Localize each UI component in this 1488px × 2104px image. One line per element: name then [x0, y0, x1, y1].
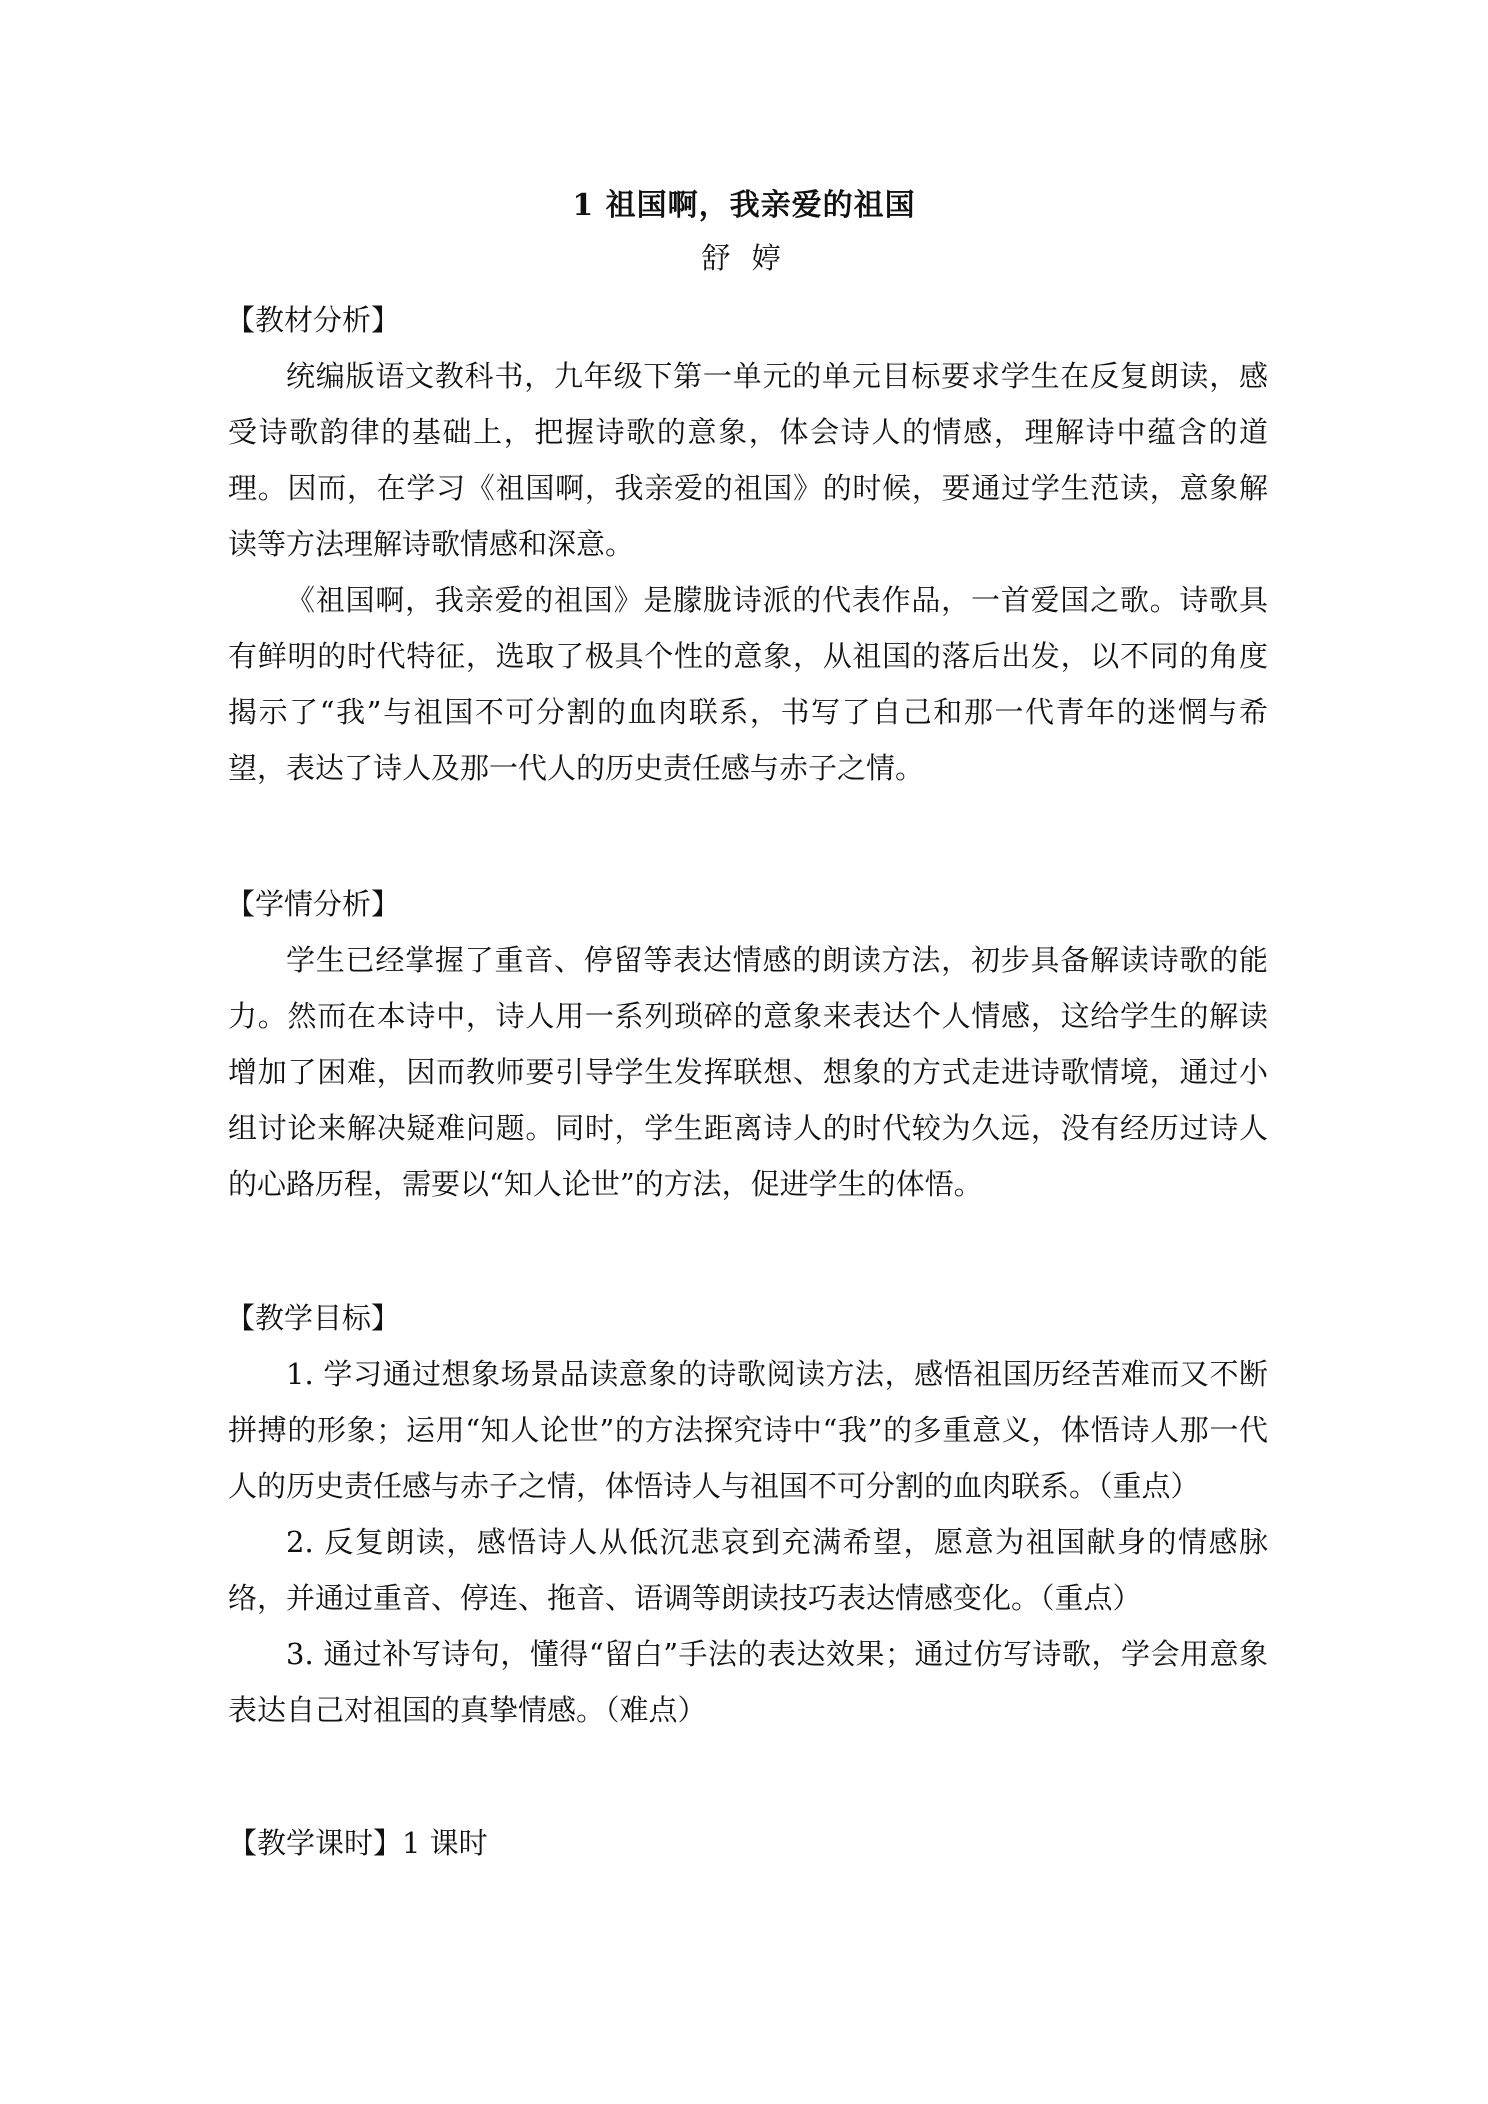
- document-title: 1 祖国啊，我亲爱的祖国: [572, 188, 916, 223]
- objective-item: 3. 通过补写诗句，懂得“留白”手法的表达效果；通过仿写诗歌，学会用意象表达自己对祖国的真挚情感。（难点）: [228, 1637, 1268, 1727]
- section-teaching-hours: [228, 1815, 1268, 1871]
- objective-item: 1. 学习通过想象场景品读意象的诗歌阅读方法，感悟祖国历经苦难而又不断拼搏的形象；运用“知人论世”的方法探究诗中“我”的多重意义，体悟诗人那一代人的历史责任感与赤子之情，体悟诗人与祖国不可分割的血肉联系。（重点）: [228, 1357, 1268, 1503]
- paragraph: 学生已经掌握了重音、停留等表达情感的朗读方法，初步具备解读诗歌的能力。然而在本诗中，诗人用一系列琐碎的意象来表达个人情感，这给学生的解读增加了困难，因而教师要引导学生发挥联想、想象的方式走进诗歌情境，通过小组讨论来解决疑难问题。同时，学生距离诗人的时代较为久远，没有经历过诗人的心路历程，需要以“知人论世”的方法，促进学生的体悟。: [228, 943, 1268, 1201]
- section-heading: 【教材分析】: [226, 303, 401, 337]
- paragraph: 《祖国啊，我亲爱的祖国》是朦胧诗派的代表作品，一首爱国之歌。诗歌具有鲜明的时代特征，选取了极具个性的意象，从祖国的落后出发，以不同的角度揭示了“我”与祖国不可分割的血肉联系，书写了自己和那一代青年的迷惘与希望，表达了诗人及那一代人的历史责任感与赤子之情。: [228, 583, 1268, 785]
- section-teaching-objectives: [228, 1290, 1268, 1738]
- section-heading: 【教学课时】: [228, 1826, 403, 1860]
- section-material-analysis: [228, 292, 1268, 796]
- teaching-hours-value: 1 课时: [402, 1826, 488, 1860]
- document-author: 舒 婷: [701, 241, 787, 275]
- section-student-analysis: [228, 876, 1268, 1212]
- objective-item: 2. 反复朗读，感悟诗人从低沉悲哀到充满希望，愿意为祖国献身的情感脉络，并通过重音、停连、拖音、语调等朗读技巧表达情感变化。（重点）: [228, 1525, 1268, 1615]
- section-heading: 【教学目标】: [226, 1301, 401, 1335]
- paragraph: 统编版语文教科书，九年级下第一单元的单元目标要求学生在反复朗读，感受诗歌韵律的基础上，把握诗歌的意象，体会诗人的情感，理解诗中蕴含的道理。因而，在学习《祖国啊，我亲爱的祖国》的时候，要通过学生范读，意象解读等方法理解诗歌情感和深意。: [228, 359, 1268, 561]
- section-heading: 【学情分析】: [226, 887, 401, 921]
